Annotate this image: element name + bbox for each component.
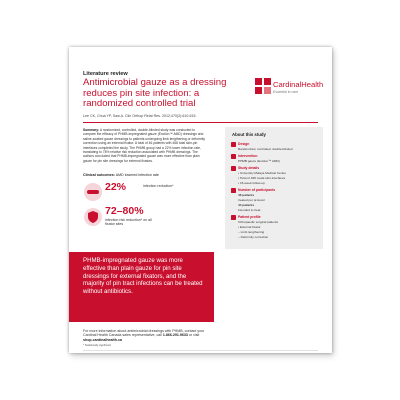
footnote: * Statistically significant [83,344,111,347]
doc-label: Literature review [83,71,128,77]
participants-icon [231,188,236,193]
sidebar-profile-line: Orthopaedic surgical patients [238,220,279,224]
stat-risk-reduction-value: 72–80% [105,205,144,217]
logo-name: CardinalHealth [273,80,324,89]
bandage-icon [83,182,103,202]
fine-print [83,350,318,351]
contact-info [83,329,208,342]
stat-risk-reduction-label: infection risk reduction* on all fixator sites [105,218,152,227]
header-divider [83,122,318,123]
intervention-icon [231,154,236,159]
sidebar-participants-line: 44 patients [238,203,255,207]
doc-title: Antimicrobial gauze as a dressing reduces pin site infection: a randomized controlled trial [83,77,227,109]
citation: Lee CK, Chua YP, Saw A. Clin Orthop Relat Res. 2012;470(2):610-615. [83,114,197,118]
cardinal-health-logo [255,77,325,99]
patient-profile-icon [231,215,236,220]
cardinal-logo-icon [255,78,271,94]
design-icon [231,142,236,147]
sidebar-participants-line: treated per protocol [238,198,265,202]
stat-infection-reduction-value: 22% [105,181,127,193]
sidebar-profile-line: – Deformity correction [238,235,269,239]
shield-icon [83,207,103,227]
sidebar-intervention-line: PHMB gauze (Excilon™ AMD) [238,159,280,163]
contact-phone: 1.866.291.9633 [162,333,188,338]
sidebar-details-line: • University Malaya Medical Centre [238,171,287,175]
contact-text: For more information about antimicrobial dressings with PHMB, contact your Cardinal Health Canada sales representative, call [83,329,205,338]
outcomes-heading-label: Clinical outcomes: [83,173,115,177]
sidebar-participants-label: Number of participants [238,188,276,192]
sidebar-heading: About this study [232,132,266,137]
sidebar-profile-line: • External fixator [238,225,261,229]
brochure-page [69,47,332,353]
sidebar-profile-line: – Limb lengthening [238,230,265,234]
contact-middle: or visit [188,333,200,338]
sidebar-intervention-label: Intervention [238,154,258,158]
outcomes-heading-tail: AMD lowered infection rate [115,173,159,177]
logo-tagline: Essential to care [273,90,299,94]
sidebar-details-line: • 15-week follow-up [238,181,265,185]
contact-url: shop.cardinalhealth.ca [83,337,122,342]
outcomes-heading [83,173,159,177]
sidebar-participants-line: intended to treat [238,208,261,212]
sidebar-profile-label: Patient profile [238,215,261,219]
study-details-icon [231,166,236,171]
sidebar-design-label: Design [238,142,250,146]
sidebar-design-line: Randomized, controlled, double-blinded [238,147,293,151]
summary-lead: Summary: [83,128,100,132]
summary-paragraph [83,128,208,163]
stat-infection-reduction-label: infection reduction* [143,184,174,188]
sidebar-details-line: • Total of 468 metal skin-interfaces [238,176,286,180]
sidebar-details-label: Study details [238,166,260,170]
callout-text: PHMB-impregnated gauze was more effective than plain gauze for pin site dressings for external fixators, and the majority of pin tract infections can be treated without antibiotics. [83,257,203,296]
sidebar-participants-line: 46 patients [238,193,255,197]
summary-text: A randomized, controlled, double-blinded study was conducted to compare the efficacy of PHMB-impregnated gauze (Excilon™ AMD) dressings and saline-soaked gauze dressings to patients undergoing limb lengthening or deformity correction using an external fixator. A total of 46 patients with 468 total skin-pin interfaces completed the study. The PHMB group had a 22% lower infection rate, translating to 78% relative risk reduction associated with PHMB dressings. The authors concluded that PHMB-impregnated gauze was more effective than plain gauze for pin site dressings for external fixators. [83,128,206,163]
